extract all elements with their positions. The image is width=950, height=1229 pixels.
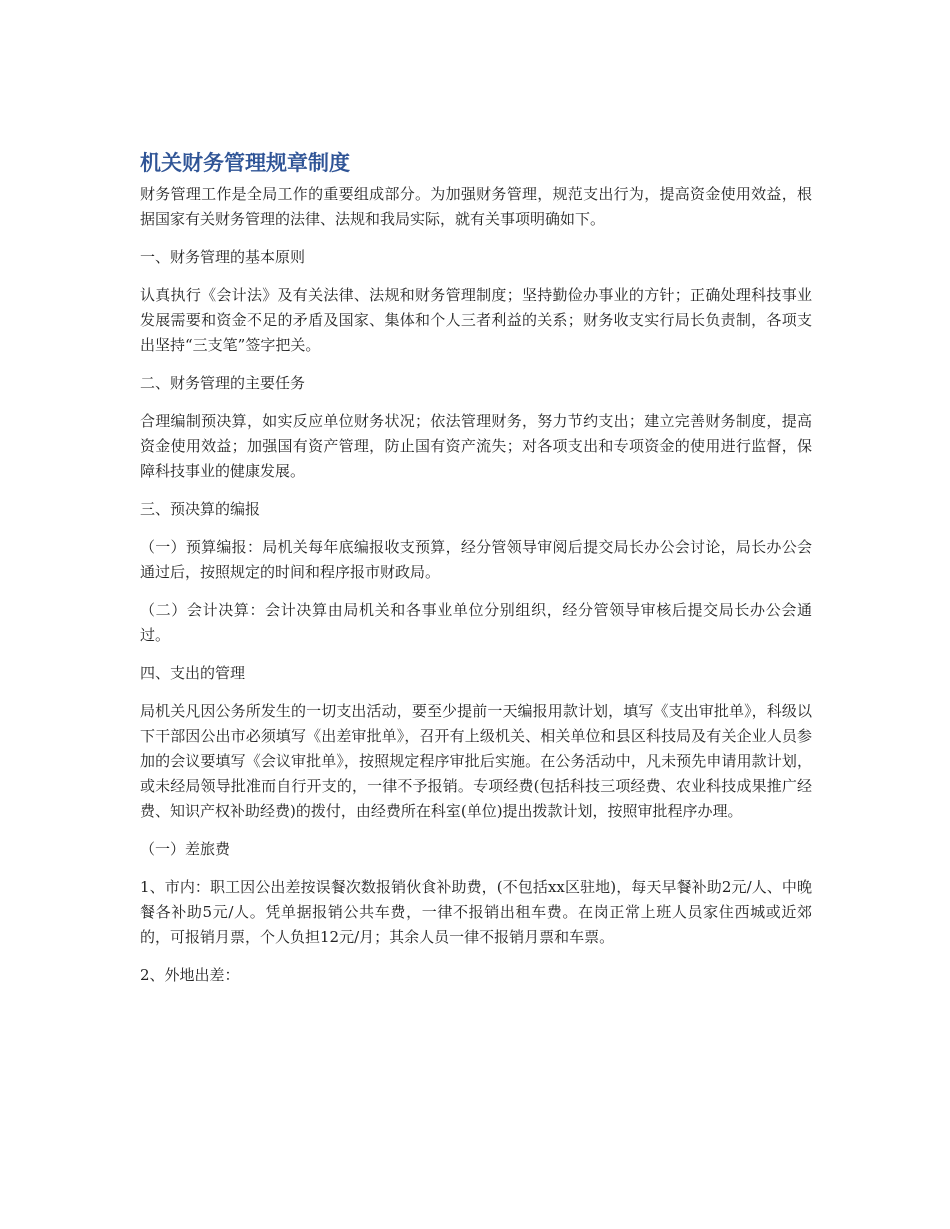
expenditure-paragraph: 局机关凡因公务所发生的一切支出活动，要至少提前一天编报用款计划，填写《支出审批单》，科级以下干部因公出市必须填写《出差审批单》，召开有上级机关、相关单位和县区科技局及有关企业人员参加的会议要填写《会议审批单》，按照规定程序审批后实施。在公务活动中，凡未预先申请用款计划，或未经局领导批准而自行开支的，一律不予报销。专项经费(包括科技三项经费、农业科技成果推广经费、知识产权补助经费)的拨付，由经费所在科室(单位)提出拨款计划，按照审批程序办理。 <box>140 702 812 820</box>
local-travel-paragraph: 1、市内：职工因公出差按误餐次数报销伙食补助费，(不包括xx区驻地)，每天早餐补助2元/人、中晚餐各补助5元/人。凭单据报销公共车费，一律不报销出租车费。在岗正常上班人员家住西城或近郊的，可报销月票，个人负担12元/月；其余人员一律不报销月票和车票。 <box>140 878 812 946</box>
tasks-paragraph: 合理编制预决算，如实反应单位财务状况；依法管理财务，努力节约支出；建立完善财务制度，提高资金使用效益；加强国有资产管理，防止国有资产流失；对各项支出和专项资金的使用进行监督，保障科技事业的健康发展。 <box>140 412 812 480</box>
intro-paragraph: 财务管理工作是全局工作的重要组成部分。为加强财务管理，规范支出行为，提高资金使用效益，根据国家有关财务管理的法律、法规和我局实际，就有关事项明确如下。 <box>140 185 812 228</box>
principles-paragraph: 认真执行《会计法》及有关法律、法规和财务管理制度；坚持勤俭办事业的方针；正确处理科技事业发展需要和资金不足的矛盾及国家、集体和个人三者利益的关系；财务收支实行局长负责制，各项支出坚持“三支笔”签字把关。 <box>140 286 812 354</box>
document-title: 机关财务管理规章制度 <box>140 151 350 175</box>
document-page <box>140 148 812 988</box>
section-heading-tasks: 二、财务管理的主要任务 <box>140 374 306 392</box>
budget-compilation-paragraph: （一）预算编报：局机关每年底编报收支预算，经分管领导审阅后提交局长办公会讨论，局长办公会通过后，按照规定的时间和程序报市财政局。 <box>140 538 812 581</box>
section-heading-principles: 一、财务管理的基本原则 <box>140 248 306 266</box>
subsection-heading-travel: （一）差旅费 <box>140 840 231 858</box>
final-accounts-paragraph: （二）会计决算：会计决算由局机关和各事业单位分别组织，经分管领导审核后提交局长办公会通过。 <box>140 601 812 644</box>
section-heading-expenditure: 四、支出的管理 <box>140 664 246 682</box>
out-of-town-travel-heading: 2、外地出差： <box>140 966 240 984</box>
section-heading-budget: 三、预决算的编报 <box>140 500 261 518</box>
